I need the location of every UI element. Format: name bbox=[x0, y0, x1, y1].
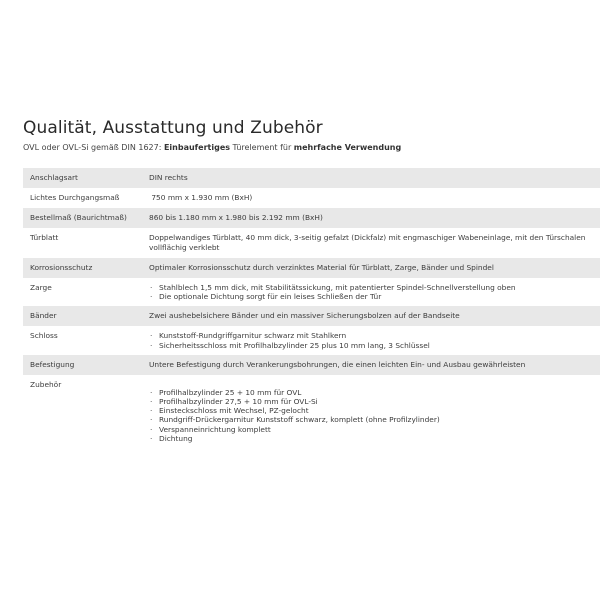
list-item: · Profilhalbzylinder 25 + 10 mm für OVL bbox=[149, 388, 600, 397]
row-value: Optimaler Korrosionsschutz durch verzinktes Material für Türblatt, Zarge, Bänder und Spindel bbox=[143, 258, 600, 278]
list-item: · Die optionale Dichtung sorgt für ein leises Schließen der Tür bbox=[149, 292, 600, 301]
list-item: · Rundgriff-Drückergarnitur Kunststoff schwarz, komplett (ohne Profilzylinder) bbox=[149, 415, 600, 424]
table-row bbox=[23, 168, 600, 188]
subtitle-text-2: Türelement für bbox=[230, 143, 294, 152]
table-row bbox=[23, 355, 600, 375]
bullet-list bbox=[149, 283, 600, 301]
table-row bbox=[23, 258, 600, 278]
row-value bbox=[143, 375, 600, 448]
row-value: Doppelwandiges Türblatt, 40 mm dick, 3-seitig gefalzt (Dickfalz) mit engmaschiger Wabeneinlage, mit den Türschalen vollflächig verklebt bbox=[149, 233, 588, 252]
spacer bbox=[149, 380, 600, 388]
list-item: · Einsteckschloss mit Wechsel, PZ-gelocht bbox=[149, 406, 600, 415]
row-value: 750 mm x 1.930 mm (BxH) bbox=[149, 193, 253, 202]
row-label: Türblatt bbox=[30, 233, 59, 242]
subtitle bbox=[23, 143, 600, 153]
list-item: · Stahlblech 1,5 mm dick, mit Stabilitätssickung, mit patentierter Spindel-Schnellverstellung oben bbox=[149, 283, 600, 292]
table-row bbox=[23, 208, 600, 228]
subtitle-bold-2: mehrfache Verwendung bbox=[293, 143, 402, 152]
row-value bbox=[143, 326, 600, 354]
table-row bbox=[23, 326, 600, 354]
list-item: · Dichtung bbox=[149, 434, 600, 443]
table-row bbox=[23, 306, 600, 326]
list-item: · Sicherheitsschloss mit Profilhalbzylinder 25 plus 10 mm lang, 3 Schlüssel bbox=[149, 341, 600, 350]
row-value bbox=[143, 278, 600, 306]
row-label: Anschlagsart bbox=[23, 168, 143, 188]
row-label: Bestellmaß (Baurichtmaß) bbox=[23, 208, 143, 228]
spec-table bbox=[23, 168, 600, 448]
page-title: Qualität, Ausstattung und Zubehör bbox=[23, 118, 323, 138]
row-label: Zubehör bbox=[30, 379, 62, 389]
row-value: Zwei aushebelsichere Bänder und ein massiver Sicherungsbolzen auf der Bandseite bbox=[143, 306, 600, 326]
row-value: 860 bis 1.180 mm x 1.980 bis 2.192 mm (BxH) bbox=[143, 208, 600, 228]
row-label: Schloss bbox=[30, 331, 58, 341]
row-label: Korrosionsschutz bbox=[23, 258, 143, 278]
row-value: DIN rechts bbox=[143, 168, 600, 188]
bullet-list bbox=[149, 331, 600, 349]
spec-table-body bbox=[23, 168, 600, 448]
subtitle-bold-1: Einbaufertiges bbox=[163, 143, 231, 152]
row-label: Zarge bbox=[30, 283, 52, 292]
table-row bbox=[23, 278, 600, 306]
bullet-list bbox=[149, 388, 600, 443]
list-item: · Verspanneinrichtung komplett bbox=[149, 425, 600, 434]
table-row bbox=[23, 228, 600, 258]
row-label: Bänder bbox=[23, 306, 143, 326]
list-item: · Kunststoff-Rundgriffgarnitur schwarz mit Stahlkern bbox=[149, 331, 600, 340]
subtitle-text-1: OVL oder OVL-Si gemäß DIN 1627: bbox=[23, 143, 164, 152]
spec-section bbox=[23, 118, 600, 448]
table-row bbox=[23, 188, 600, 208]
list-item: · Profilhalbzylinder 27,5 + 10 mm für OVL-Si bbox=[149, 397, 600, 406]
table-row bbox=[23, 375, 600, 448]
row-label: Befestigung bbox=[23, 355, 143, 375]
row-value: Untere Befestigung durch Verankerungsbohrungen, die einen leichten Ein- und Ausbau gewährleisten bbox=[143, 355, 600, 375]
row-label: Lichtes Durchgangsmaß bbox=[30, 193, 120, 202]
